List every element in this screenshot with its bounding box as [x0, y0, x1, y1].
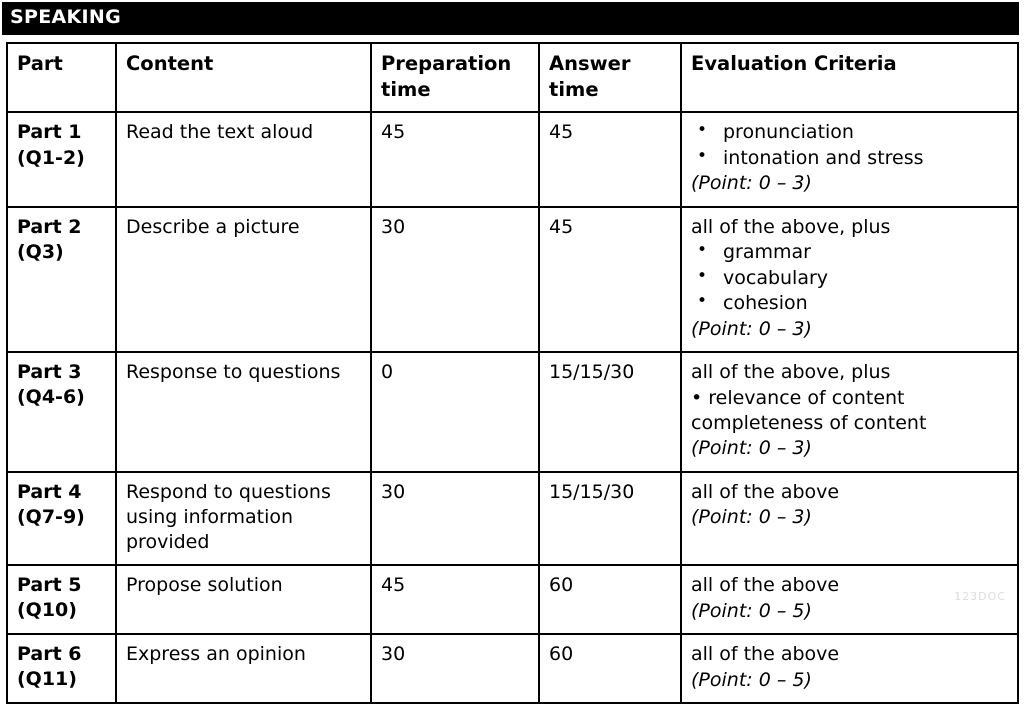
list-item: • intonation and stress	[691, 146, 1009, 171]
cell-preparation-time: 30	[371, 472, 539, 565]
document-page	[0, 2, 1024, 691]
cell-preparation-time: 0	[371, 352, 539, 472]
cell-answer-time: 15/15/30	[539, 352, 681, 472]
table-row	[7, 565, 1018, 634]
speaking-spec-table	[6, 42, 1019, 704]
criteria-point: (Point: 0 – 5)	[691, 668, 812, 691]
list-item: • vocabulary	[691, 266, 1009, 291]
list-item: • cohesion	[691, 291, 1009, 316]
cell-part: Part 6 (Q11)	[7, 634, 116, 703]
cell-evaluation-criteria	[681, 112, 1018, 206]
criteria-point: (Point: 0 – 3)	[691, 317, 812, 340]
cell-answer-time: 45	[539, 112, 681, 206]
section-banner: SPEAKING	[2, 2, 1019, 35]
column-header-part: Part	[7, 43, 116, 112]
cell-answer-time: 60	[539, 565, 681, 634]
criteria-lead: all of the above	[691, 480, 840, 503]
column-header-answer-time: Answer time	[539, 43, 681, 112]
table-row	[7, 112, 1018, 206]
cell-part: Part 2 (Q3)	[7, 207, 116, 352]
criteria-point: (Point: 0 – 5)	[691, 599, 812, 622]
cell-content: Describe a picture	[116, 207, 371, 352]
criteria-line: completeness of content	[691, 412, 927, 434]
cell-preparation-time: 45	[371, 565, 539, 634]
column-header-content: Content	[116, 43, 371, 112]
criteria-bullet-list	[691, 240, 1009, 316]
criteria-lead: all of the above, plus	[691, 215, 891, 238]
column-header-evaluation-criteria: Evaluation Criteria	[681, 43, 1018, 112]
table-row	[7, 472, 1018, 565]
table-header-row	[7, 43, 1018, 112]
cell-answer-time: 45	[539, 207, 681, 352]
cell-answer-time: 60	[539, 634, 681, 703]
criteria-point: (Point: 0 – 3)	[691, 506, 812, 529]
cell-evaluation-criteria	[681, 472, 1018, 565]
cell-answer-time: 15/15/30	[539, 472, 681, 565]
cell-part: Part 4 (Q7-9)	[7, 472, 116, 565]
criteria-point: (Point: 0 – 3)	[691, 172, 812, 195]
table-row	[7, 634, 1018, 703]
cell-evaluation-criteria	[681, 352, 1018, 472]
list-item: • pronunciation	[691, 120, 1009, 145]
cell-evaluation-criteria	[681, 207, 1018, 352]
cell-preparation-time: 45	[371, 112, 539, 206]
cell-preparation-time: 30	[371, 207, 539, 352]
cell-content: Propose solution	[116, 565, 371, 634]
criteria-point: (Point: 0 – 3)	[691, 437, 812, 460]
table-body	[7, 112, 1018, 702]
cell-content: Response to questions	[116, 352, 371, 472]
watermark: 123DOC	[954, 590, 1006, 603]
criteria-lead: all of the above	[691, 643, 840, 666]
cell-preparation-time: 30	[371, 634, 539, 703]
column-header-preparation-time: Preparation time	[371, 43, 539, 112]
cell-evaluation-criteria	[681, 634, 1018, 703]
criteria-lead: all of the above	[691, 574, 840, 597]
cell-part: Part 5 (Q10)	[7, 565, 116, 634]
cell-part: Part 3 (Q4-6)	[7, 352, 116, 472]
table-row	[7, 352, 1018, 472]
cell-content: Read the text aloud	[116, 112, 371, 206]
cell-content: Respond to questions using information provided	[116, 472, 371, 565]
list-item: • grammar	[691, 240, 1009, 265]
cell-content: Express an opinion	[116, 634, 371, 703]
table-row	[7, 207, 1018, 352]
criteria-lead: all of the above, plus	[691, 361, 891, 384]
cell-part: Part 1 (Q1-2)	[7, 112, 116, 206]
criteria-line: • relevance of content	[691, 386, 905, 409]
criteria-bullet-list	[691, 120, 1009, 171]
